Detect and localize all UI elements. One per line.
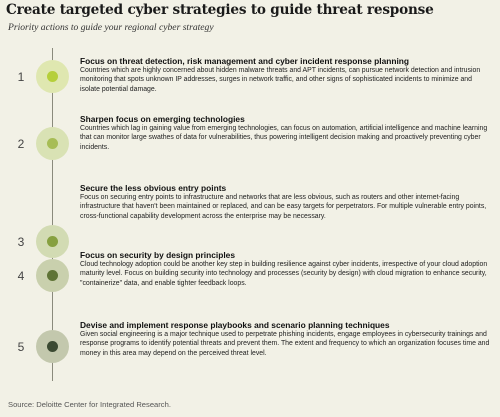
step-body: Countries which lag in gaining value from emerging technologies, can focus on automation, artificial intelligence and machine learning that can monitor large swathes of data for vulnerabilities, thus powering intelligent decision making and proactively preventing cyber incidents. bbox=[80, 125, 488, 151]
step-heading: Devise and implement response playbooks and scenario planning techniques bbox=[80, 320, 390, 330]
step-marker bbox=[36, 127, 69, 160]
step-number: 1 bbox=[17, 70, 25, 84]
step-body: Cloud technology adoption could be another key step in building resilience against cyber incidents, irrespective of your cloud adoption maturity level. Focus on building security into technology and processes (security by design) with cloud migration to enhance security, "containerize" data, and enable tighter feedback loops. bbox=[80, 261, 488, 287]
step-body: Given social engineering is a major technique used to perpetrate phishing incidents, engage employees in cybersecurity trainings and response programs to identify potential threats and prevent them. The extent and frequency to which an organization focuses time and money in this area may depend on the perceived threat level. bbox=[80, 331, 490, 357]
step-number: 2 bbox=[17, 137, 25, 151]
step-number: 5 bbox=[17, 340, 25, 354]
step-marker bbox=[36, 259, 69, 292]
step-marker-dot bbox=[47, 71, 58, 82]
step-heading: Sharpen focus on emerging technologies bbox=[80, 114, 245, 124]
step-marker bbox=[36, 60, 69, 93]
step-marker bbox=[36, 225, 69, 258]
page-subtitle: Priority actions to guide your regional cyber strategy bbox=[8, 22, 214, 33]
step-body: Focus on securing entry points to infrastructure and networks that are less obvious, such as routers and other internet-facing infrastructure that haven't been maintained or replaced, and can be easy targets for perpetrators. For multiple vulnerable entry points, cross-functional capability development across the enterprise may be necessary. bbox=[80, 194, 487, 220]
step-marker bbox=[36, 330, 69, 363]
step-number: 3 bbox=[17, 235, 25, 249]
step-marker-dot bbox=[47, 236, 58, 247]
step-heading: Focus on security by design principles bbox=[80, 250, 235, 260]
step-number: 4 bbox=[17, 269, 25, 283]
page-title: Create targeted cyber strategies to guide threat response bbox=[6, 2, 434, 18]
step-body: Countries which are highly concerned about hidden malware threats and APT incidents, can pursue network detection and intrusion monitoring that spots unknown IP addresses, surges in network traffic, and other signs of sophisticated incidents to minimize and isolate potential damage. bbox=[80, 67, 481, 93]
step-marker-dot bbox=[47, 138, 58, 149]
source-note: Source: Deloitte Center for Integrated Research. bbox=[8, 400, 171, 409]
step-marker-dot bbox=[47, 341, 58, 352]
step-marker-dot bbox=[47, 270, 58, 281]
step-heading: Secure the less obvious entry points bbox=[80, 183, 227, 193]
step-heading: Focus on threat detection, risk management and cyber incident response planning bbox=[80, 56, 410, 66]
